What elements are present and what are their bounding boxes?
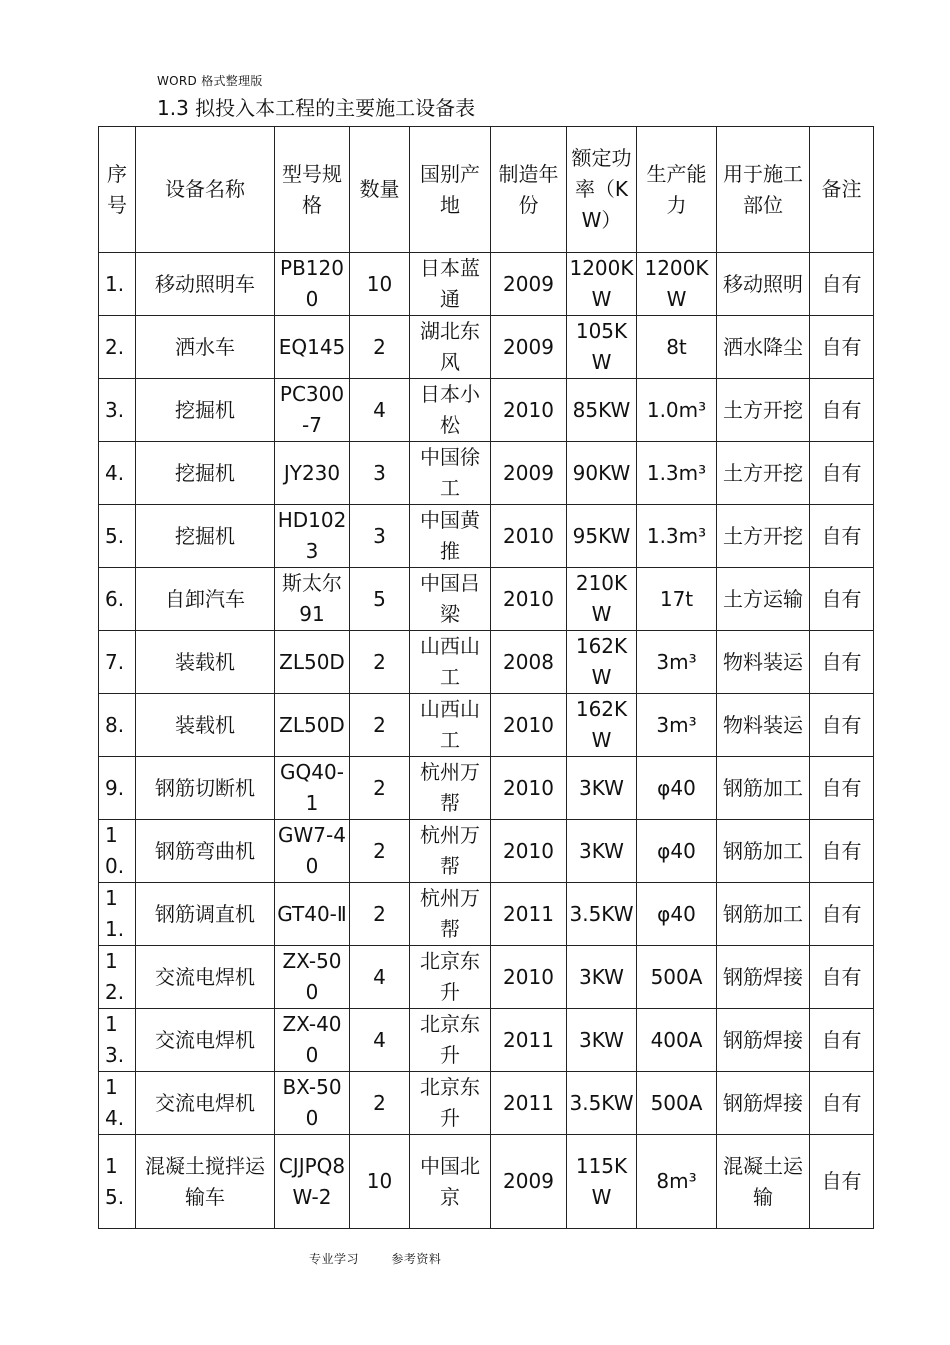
cell-capacity: 500A <box>637 1072 717 1135</box>
cell-model: ZX-400 <box>275 1009 350 1072</box>
cell-year: 2011 <box>491 1009 567 1072</box>
cell-model: BX-500 <box>275 1072 350 1135</box>
cell-power: 162KW <box>567 631 637 694</box>
cell-power: 3KW <box>567 820 637 883</box>
cell-no: 3. <box>99 379 136 442</box>
cell-capacity: 3m³ <box>637 694 717 757</box>
cell-equipment-name: 自卸汽车 <box>136 568 275 631</box>
cell-usage: 钢筋加工 <box>717 757 810 820</box>
cell-equipment-name: 钢筋弯曲机 <box>136 820 275 883</box>
cell-usage: 物料装运 <box>717 631 810 694</box>
cell-capacity: φ40 <box>637 883 717 946</box>
cell-model: PB1200 <box>275 253 350 316</box>
cell-quantity: 4 <box>350 379 410 442</box>
cell-remark: 自有 <box>810 568 874 631</box>
cell-no: 15. <box>99 1135 136 1229</box>
cell-usage: 钢筋焊接 <box>717 1072 810 1135</box>
cell-no: 9. <box>99 757 136 820</box>
cell-remark: 自有 <box>810 757 874 820</box>
cell-capacity: φ40 <box>637 757 717 820</box>
header-capacity: 生产能力 <box>637 127 717 253</box>
cell-remark: 自有 <box>810 442 874 505</box>
cell-capacity: 400A <box>637 1009 717 1072</box>
cell-usage: 钢筋加工 <box>717 820 810 883</box>
cell-power: 162KW <box>567 694 637 757</box>
cell-usage: 移动照明 <box>717 253 810 316</box>
equipment-table <box>98 126 874 1229</box>
cell-power: 85KW <box>567 379 637 442</box>
cell-year: 2008 <box>491 631 567 694</box>
cell-capacity: 500A <box>637 946 717 1009</box>
cell-no: 12. <box>99 946 136 1009</box>
cell-origin: 杭州万帮 <box>410 757 491 820</box>
cell-capacity: 8m³ <box>637 1135 717 1229</box>
cell-origin: 中国吕梁 <box>410 568 491 631</box>
cell-remark: 自有 <box>810 505 874 568</box>
cell-power: 3.5KW <box>567 1072 637 1135</box>
cell-model: PC300-7 <box>275 379 350 442</box>
table-row <box>99 694 874 757</box>
cell-no: 5. <box>99 505 136 568</box>
cell-origin: 湖北东风 <box>410 316 491 379</box>
table-row <box>99 631 874 694</box>
cell-origin: 杭州万帮 <box>410 883 491 946</box>
cell-no: 2. <box>99 316 136 379</box>
cell-power: 3KW <box>567 946 637 1009</box>
cell-power: 3.5KW <box>567 883 637 946</box>
cell-origin: 北京东升 <box>410 1009 491 1072</box>
header-origin: 国别产地 <box>410 127 491 253</box>
cell-usage: 物料装运 <box>717 694 810 757</box>
cell-quantity: 10 <box>350 253 410 316</box>
header-note: WORD 格式整理版 <box>157 74 263 88</box>
header-equipment-name: 设备名称 <box>136 127 275 253</box>
table-row <box>99 1009 874 1072</box>
header-power: 额定功率（KW） <box>567 127 637 253</box>
cell-origin: 中国黄推 <box>410 505 491 568</box>
cell-remark: 自有 <box>810 883 874 946</box>
cell-year: 2010 <box>491 505 567 568</box>
cell-quantity: 2 <box>350 883 410 946</box>
cell-remark: 自有 <box>810 820 874 883</box>
table-row <box>99 946 874 1009</box>
cell-equipment-name: 挖掘机 <box>136 379 275 442</box>
cell-no: 8. <box>99 694 136 757</box>
cell-power: 105KW <box>567 316 637 379</box>
table-row <box>99 568 874 631</box>
cell-capacity: 8t <box>637 316 717 379</box>
cell-quantity: 3 <box>350 505 410 568</box>
cell-year: 2009 <box>491 1135 567 1229</box>
cell-equipment-name: 交流电焊机 <box>136 1072 275 1135</box>
cell-equipment-name: 交流电焊机 <box>136 1009 275 1072</box>
cell-remark: 自有 <box>810 1009 874 1072</box>
cell-model: 斯太尔91 <box>275 568 350 631</box>
cell-usage: 土方运输 <box>717 568 810 631</box>
cell-usage: 钢筋加工 <box>717 883 810 946</box>
cell-origin: 山西山工 <box>410 631 491 694</box>
cell-usage: 钢筋焊接 <box>717 946 810 1009</box>
cell-quantity: 2 <box>350 820 410 883</box>
footer <box>309 1250 441 1267</box>
cell-no: 10. <box>99 820 136 883</box>
cell-power: 210KW <box>567 568 637 631</box>
cell-usage: 洒水降尘 <box>717 316 810 379</box>
cell-remark: 自有 <box>810 1135 874 1229</box>
cell-capacity: φ40 <box>637 820 717 883</box>
cell-no: 14. <box>99 1072 136 1135</box>
cell-model: CJJPQ8W-2 <box>275 1135 350 1229</box>
cell-equipment-name: 挖掘机 <box>136 505 275 568</box>
cell-remark: 自有 <box>810 946 874 1009</box>
cell-no: 11. <box>99 883 136 946</box>
cell-quantity: 5 <box>350 568 410 631</box>
header-remark: 备注 <box>810 127 874 253</box>
cell-usage: 土方开挖 <box>717 505 810 568</box>
cell-year: 2010 <box>491 946 567 1009</box>
cell-remark: 自有 <box>810 379 874 442</box>
cell-origin: 日本蓝通 <box>410 253 491 316</box>
cell-power: 3KW <box>567 757 637 820</box>
cell-origin: 北京东升 <box>410 946 491 1009</box>
cell-usage: 混凝土运输 <box>717 1135 810 1229</box>
cell-equipment-name: 钢筋调直机 <box>136 883 275 946</box>
cell-remark: 自有 <box>810 631 874 694</box>
cell-year: 2009 <box>491 253 567 316</box>
cell-capacity: 1.0m³ <box>637 379 717 442</box>
cell-model: ZL50D <box>275 631 350 694</box>
header-no: 序号 <box>99 127 136 253</box>
cell-year: 2010 <box>491 757 567 820</box>
cell-year: 2009 <box>491 442 567 505</box>
cell-model: GT40-Ⅱ <box>275 883 350 946</box>
table-row <box>99 442 874 505</box>
table-row <box>99 253 874 316</box>
cell-remark: 自有 <box>810 1072 874 1135</box>
cell-no: 4. <box>99 442 136 505</box>
header-quantity: 数量 <box>350 127 410 253</box>
cell-year: 2010 <box>491 568 567 631</box>
cell-year: 2010 <box>491 379 567 442</box>
cell-origin: 山西山工 <box>410 694 491 757</box>
cell-quantity: 4 <box>350 946 410 1009</box>
cell-equipment-name: 交流电焊机 <box>136 946 275 1009</box>
cell-power: 90KW <box>567 442 637 505</box>
cell-model: JY230 <box>275 442 350 505</box>
table-row <box>99 1135 874 1229</box>
cell-no: 13. <box>99 1009 136 1072</box>
header-usage: 用于施工部位 <box>717 127 810 253</box>
cell-year: 2010 <box>491 694 567 757</box>
cell-model: GW7-40 <box>275 820 350 883</box>
cell-quantity: 2 <box>350 1072 410 1135</box>
cell-capacity: 1.3m³ <box>637 442 717 505</box>
cell-quantity: 2 <box>350 631 410 694</box>
cell-quantity: 10 <box>350 1135 410 1229</box>
cell-remark: 自有 <box>810 694 874 757</box>
cell-quantity: 2 <box>350 316 410 379</box>
cell-power: 115KW <box>567 1135 637 1229</box>
cell-origin: 中国北京 <box>410 1135 491 1229</box>
cell-equipment-name: 挖掘机 <box>136 442 275 505</box>
header-model: 型号规格 <box>275 127 350 253</box>
cell-model: ZX-500 <box>275 946 350 1009</box>
cell-equipment-name: 洒水车 <box>136 316 275 379</box>
cell-capacity: 1.3m³ <box>637 505 717 568</box>
header-year: 制造年份 <box>491 127 567 253</box>
cell-quantity: 4 <box>350 1009 410 1072</box>
cell-quantity: 2 <box>350 694 410 757</box>
cell-model: EQ145 <box>275 316 350 379</box>
cell-capacity: 3m³ <box>637 631 717 694</box>
table-row <box>99 757 874 820</box>
cell-quantity: 2 <box>350 757 410 820</box>
table-row <box>99 820 874 883</box>
cell-model: HD1023 <box>275 505 350 568</box>
table-row <box>99 316 874 379</box>
cell-equipment-name: 钢筋切断机 <box>136 757 275 820</box>
table-row <box>99 883 874 946</box>
cell-year: 2011 <box>491 883 567 946</box>
footer-left: 专业学习 <box>309 1252 360 1266</box>
cell-year: 2009 <box>491 316 567 379</box>
cell-usage: 土方开挖 <box>717 379 810 442</box>
cell-quantity: 3 <box>350 442 410 505</box>
cell-remark: 自有 <box>810 316 874 379</box>
cell-capacity: 1200KW <box>637 253 717 316</box>
cell-origin: 日本小松 <box>410 379 491 442</box>
cell-power: 3KW <box>567 1009 637 1072</box>
cell-remark: 自有 <box>810 253 874 316</box>
table-row <box>99 379 874 442</box>
table-row <box>99 1072 874 1135</box>
cell-origin: 杭州万帮 <box>410 820 491 883</box>
cell-usage: 钢筋焊接 <box>717 1009 810 1072</box>
cell-year: 2010 <box>491 820 567 883</box>
cell-capacity: 17t <box>637 568 717 631</box>
cell-equipment-name: 装载机 <box>136 694 275 757</box>
page-title: 1.3 拟投入本工程的主要施工设备表 <box>157 96 476 120</box>
cell-power: 95KW <box>567 505 637 568</box>
cell-origin: 中国徐工 <box>410 442 491 505</box>
table-row <box>99 505 874 568</box>
cell-model: ZL50D <box>275 694 350 757</box>
cell-equipment-name: 混凝土搅拌运输车 <box>136 1135 275 1229</box>
cell-origin: 北京东升 <box>410 1072 491 1135</box>
cell-model: GQ40-1 <box>275 757 350 820</box>
cell-no: 1. <box>99 253 136 316</box>
footer-right: 参考资料 <box>391 1252 442 1266</box>
table-header-row <box>99 127 874 253</box>
cell-year: 2011 <box>491 1072 567 1135</box>
cell-no: 7. <box>99 631 136 694</box>
cell-usage: 土方开挖 <box>717 442 810 505</box>
cell-power: 1200KW <box>567 253 637 316</box>
cell-no: 6. <box>99 568 136 631</box>
cell-equipment-name: 移动照明车 <box>136 253 275 316</box>
cell-equipment-name: 装载机 <box>136 631 275 694</box>
